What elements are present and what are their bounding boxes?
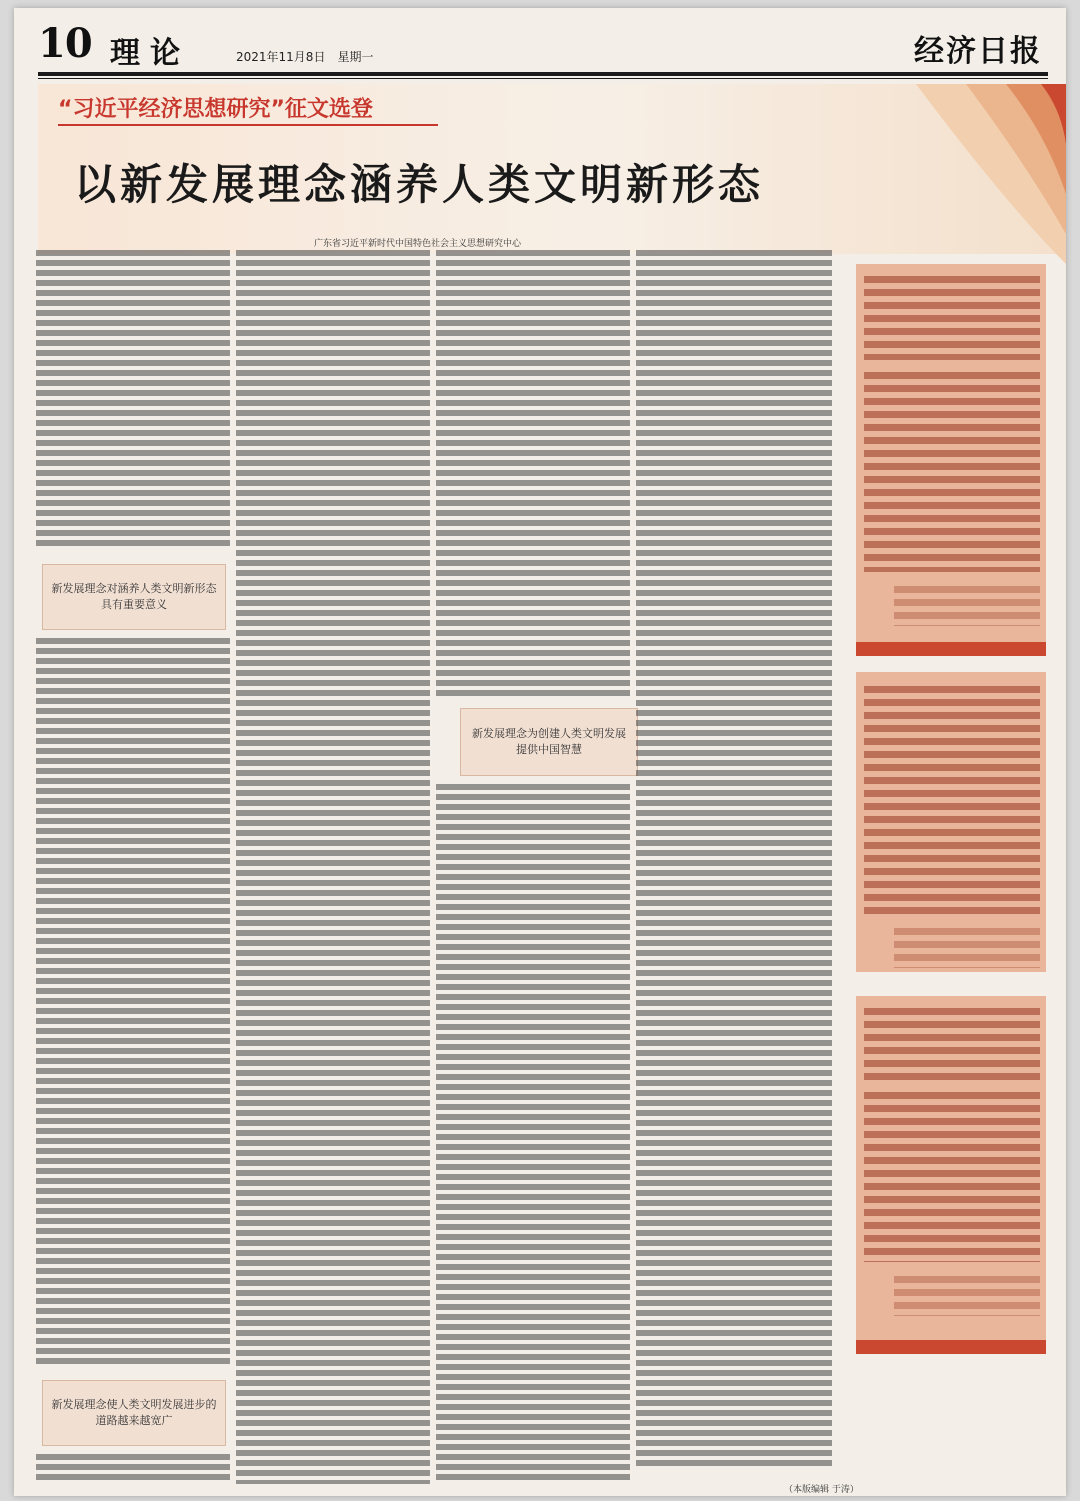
page-number: 10: [38, 20, 92, 67]
quote-1-source: [894, 586, 1040, 626]
issue-date: 2021年11月8日 星期一: [236, 50, 374, 64]
article-text-col3-b: [436, 784, 630, 1484]
article-text-col1-a: [36, 250, 230, 550]
subhead-box-2: [460, 708, 638, 776]
section-name: 理论: [110, 36, 190, 71]
article-title: 以新发展理念涵养人类文明新形态: [74, 160, 765, 209]
quote-1-text-b: [864, 372, 1040, 572]
quote-3-text-a: [864, 1008, 1040, 1080]
quote-3: [864, 1008, 1040, 1316]
quote-box-3-footer: [856, 1340, 1046, 1354]
subhead-3: 新发展理念使人类文明发展进步的道路越来越宽广: [51, 1398, 217, 1427]
series-label: “习近平经济思想研究”征文选登: [58, 97, 373, 122]
decorative-stripes-icon: [856, 84, 1066, 264]
quote-3-text-b: [864, 1092, 1040, 1262]
series-underline: [58, 124, 438, 126]
quote-1: [864, 276, 1040, 626]
masthead-logo: 经济日报: [914, 34, 1042, 69]
article-byline: 广东省习近平新时代中国特色社会主义思想研究中心: [314, 239, 522, 249]
article-text-col1-b: [36, 638, 230, 1368]
quote-2-source: [894, 928, 1040, 968]
quote-3-source: [894, 1276, 1040, 1316]
page-header: [38, 18, 1048, 70]
quote-2: [864, 686, 1040, 968]
quote-box-1-footer: [856, 642, 1046, 656]
newspaper-page: [14, 8, 1066, 1496]
subhead-1: 新发展理念对涵养人类文明新形态具有重要意义: [51, 582, 217, 611]
header-rule-thin: [38, 78, 1048, 79]
article-text-col1-c: [36, 1454, 230, 1484]
quote-1-text-a: [864, 276, 1040, 360]
article-text-col2: [236, 250, 430, 1484]
article-text-col4: [636, 250, 832, 1470]
header-rule: [38, 72, 1048, 76]
quote-2-text: [864, 686, 1040, 914]
subhead-box-1: [42, 564, 226, 630]
subhead-2: 新发展理念为创建人类文明发展提供中国智慧: [472, 727, 626, 756]
subhead-box-3: [42, 1380, 226, 1446]
article-text-col3-a: [436, 250, 630, 698]
editor-note: （本版编辑 于涛）: [784, 1485, 859, 1495]
